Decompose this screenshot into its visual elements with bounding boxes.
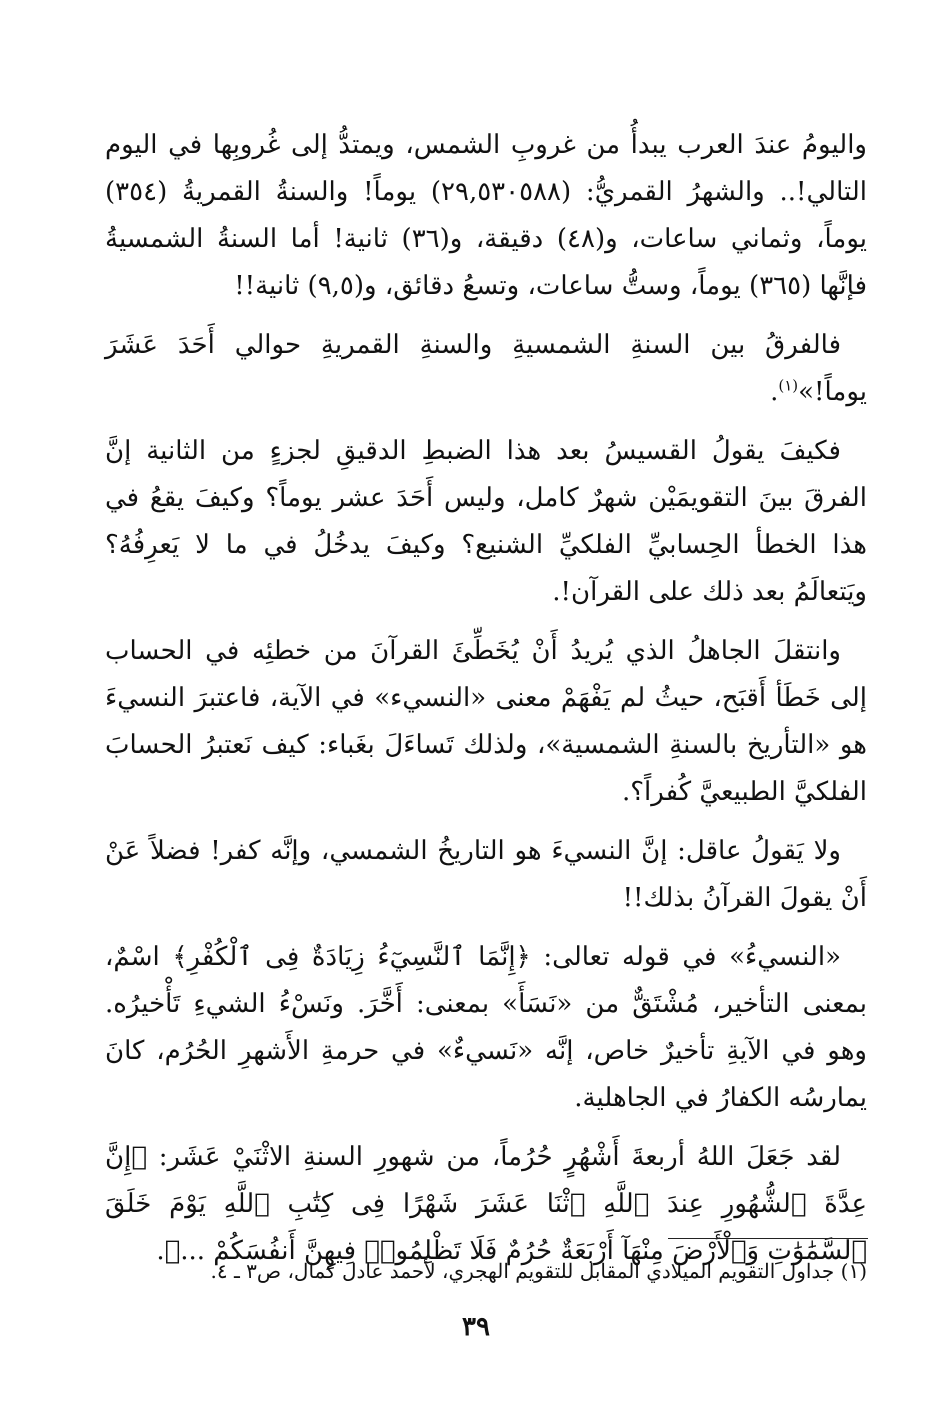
footnote: (١) جداول التقويم الميلادي المقابل للتقويم الهجري، لأحمد عادل كمال، ص٣ ـ ٤. bbox=[210, 1259, 867, 1283]
footnote-divider bbox=[668, 1238, 868, 1239]
paragraph-6: «النسيءُ» في قوله تعالى: ﴿إِنَّمَا ٱلنَّسِيٓءُ زِيَادَةٌ فِى ٱلْكُفْرِ﴾ اسْمٌ، بمعنى التأخير، مُشْتَقٌّ من «نَسَأَ» بمعنى: أَخَّرَ. ونَسْءُ الشيءِ تَأْخيرُه. وهو في الآيةِ تأخيرٌ خاص، إنَّه «نَسيءٌ» في حرمةِ الأَشهرِ الحُرُم، كانَ يمارسُه الكفارُ في الجاهلية. bbox=[105, 942, 867, 1113]
footnote-reference: (١) bbox=[778, 376, 799, 395]
paragraph-5: ولا يَقولُ عاقل: إنَّ النسيءَ هو التاريخُ الشمسي، وإنَّه كفر! فضلاً عَنْ أَنْ يقولَ القرآنُ بذلك!! bbox=[105, 836, 867, 913]
paragraph-4: وانتقلَ الجاهلُ الذي يُريدُ أَنْ يُخَطِّئَ القرآنَ من خطئِه في الحساب إلى خَطَأ أَقبَح، حيثُ لم يَفْهَمْ معنى «النسيء» في الآية، فاعتبرَ النسيءَ هو «التأريخ بالسنةِ الشمسية»، ولذلك تَساءَلَ بغَباء: كيف نَعتبرُ الحسابَ الفلكيَّ الطبيعيَّ كُفراً؟. bbox=[105, 636, 867, 807]
paragraph-1: واليومُ عندَ العرب يبدأُ من غروبِ الشمس، ويمتدُّ إلى غُروبِها في اليوم التالي!.. والشهرُ القمريُّ: (٢٩,٥٣٠٥٨٨) يوماً! والسنةُ القمريةُ (٣٥٤) يوماً، وثماني ساعات، و(٤٨) دقيقة، و(٣٦) ثانية! أما السنةُ الشمسيةُ فإنَّها (٣٦٥) يوماً، وستُّ ساعات، وتسعُ دقائق، و(٩,٥) ثانية!! bbox=[105, 130, 868, 301]
page-number: ٣٩ bbox=[462, 1312, 490, 1342]
body-text bbox=[105, 122, 867, 1287]
paragraph-2-end: . bbox=[770, 377, 779, 407]
paragraph-2-text: فالفرقُ بين السنةِ الشمسيةِ والسنةِ القمريةِ حوالي أَحَدَ عَشَرَ يوماً!» bbox=[105, 330, 867, 407]
paragraph-3: فكيفَ يقولُ القسيسُ بعد هذا الضبطِ الدقيقِ لجزءٍ من الثانية إنَّ الفرقَ بينَ التقويمَيْن شهرٌ كامل، وليس أَحَدَ عشر يوماً؟ وكيفَ يقعُ في هذا الخطأ الحِسابيِّ الفلكيِّ الشنيع؟ وكيفَ يدخُلُ في ما لا يَعرِفُهُ؟ ويَتعالَمُ بعد ذلك على القرآن!. bbox=[105, 436, 867, 607]
paragraph-2 bbox=[105, 322, 867, 416]
paragraph-7: لقد جَعَلَ اللهُ أربعةَ أَشْهُرٍ حُرُماً، من شهورِ السنةِ الاثْنَيْ عَشَر: ﴿إِنَّ عِدَّةَ ٱلشُّهُورِ عِندَ ٱللَّهِ ٱثْنَا عَشَرَ شَهْرًا فِى كِتَٰبِ ٱللَّهِ يَوْمَ خَلَقَ ٱلسَّمَٰوَٰتِ وَٱلْأَرْضَ مِنْهَآ أَرْبَعَةٌ حُرُمٌ فَلَا تَظْلِمُوا۟ فِيهِنَّ أَنفُسَكُمْ ...﴾. bbox=[105, 1142, 867, 1266]
